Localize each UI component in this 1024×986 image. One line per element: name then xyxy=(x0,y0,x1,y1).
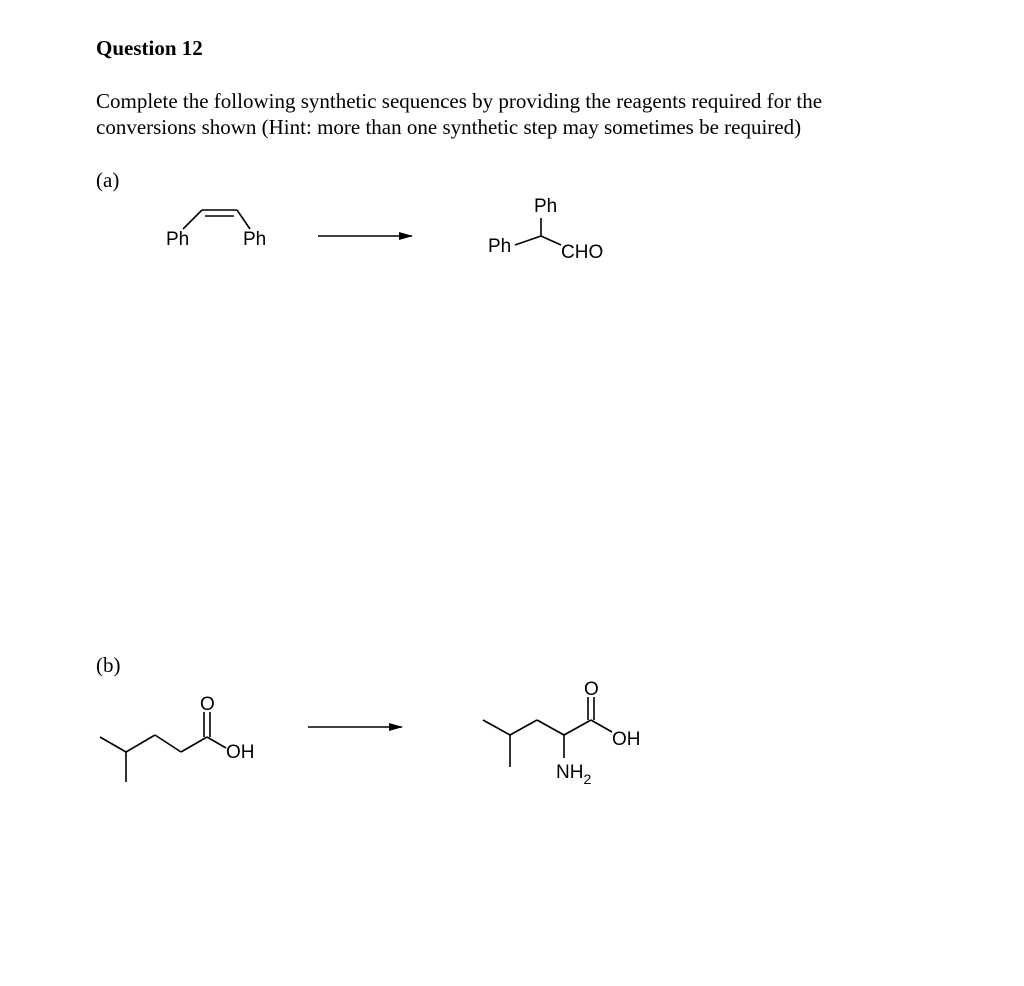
part-b-reactant xyxy=(100,694,255,782)
bond xyxy=(541,236,561,245)
ph-right-label: Ph xyxy=(243,229,267,250)
carbonyl-oxygen-label: O xyxy=(200,694,215,715)
question-title: Question 12 xyxy=(96,36,203,60)
bond xyxy=(181,737,207,752)
amine-label xyxy=(556,762,591,787)
ph-left-label: Ph xyxy=(488,236,512,257)
part-a-label: (a) xyxy=(96,168,120,192)
bond xyxy=(207,737,226,748)
bond xyxy=(126,735,155,752)
amine-subscript: 2 xyxy=(583,771,592,787)
hydroxyl-label: OH xyxy=(226,742,255,763)
bond xyxy=(564,720,591,735)
amine-main-text: NH xyxy=(556,762,584,783)
bond xyxy=(515,236,541,245)
part-b-product xyxy=(483,679,641,787)
bond xyxy=(591,720,612,732)
ph-left-label: Ph xyxy=(166,229,190,250)
ph-top-label: Ph xyxy=(534,196,558,217)
bond xyxy=(155,735,181,752)
bond xyxy=(510,720,537,735)
part-a-reactant xyxy=(166,210,266,250)
bond xyxy=(237,210,250,229)
part-b-label: (b) xyxy=(96,653,121,677)
hydroxyl-label: OH xyxy=(612,729,641,750)
cho-label: CHO xyxy=(561,242,604,263)
question-instructions: Complete the following synthetic sequences by providing the reagents required for the conversions shown (Hint: more than one synthetic step may sometimes be required) xyxy=(96,89,823,139)
bond xyxy=(537,720,564,735)
carbonyl-oxygen-label: O xyxy=(584,679,599,700)
bond xyxy=(183,210,202,229)
part-a-product xyxy=(488,196,603,263)
bond xyxy=(100,737,126,752)
bond xyxy=(483,720,510,735)
